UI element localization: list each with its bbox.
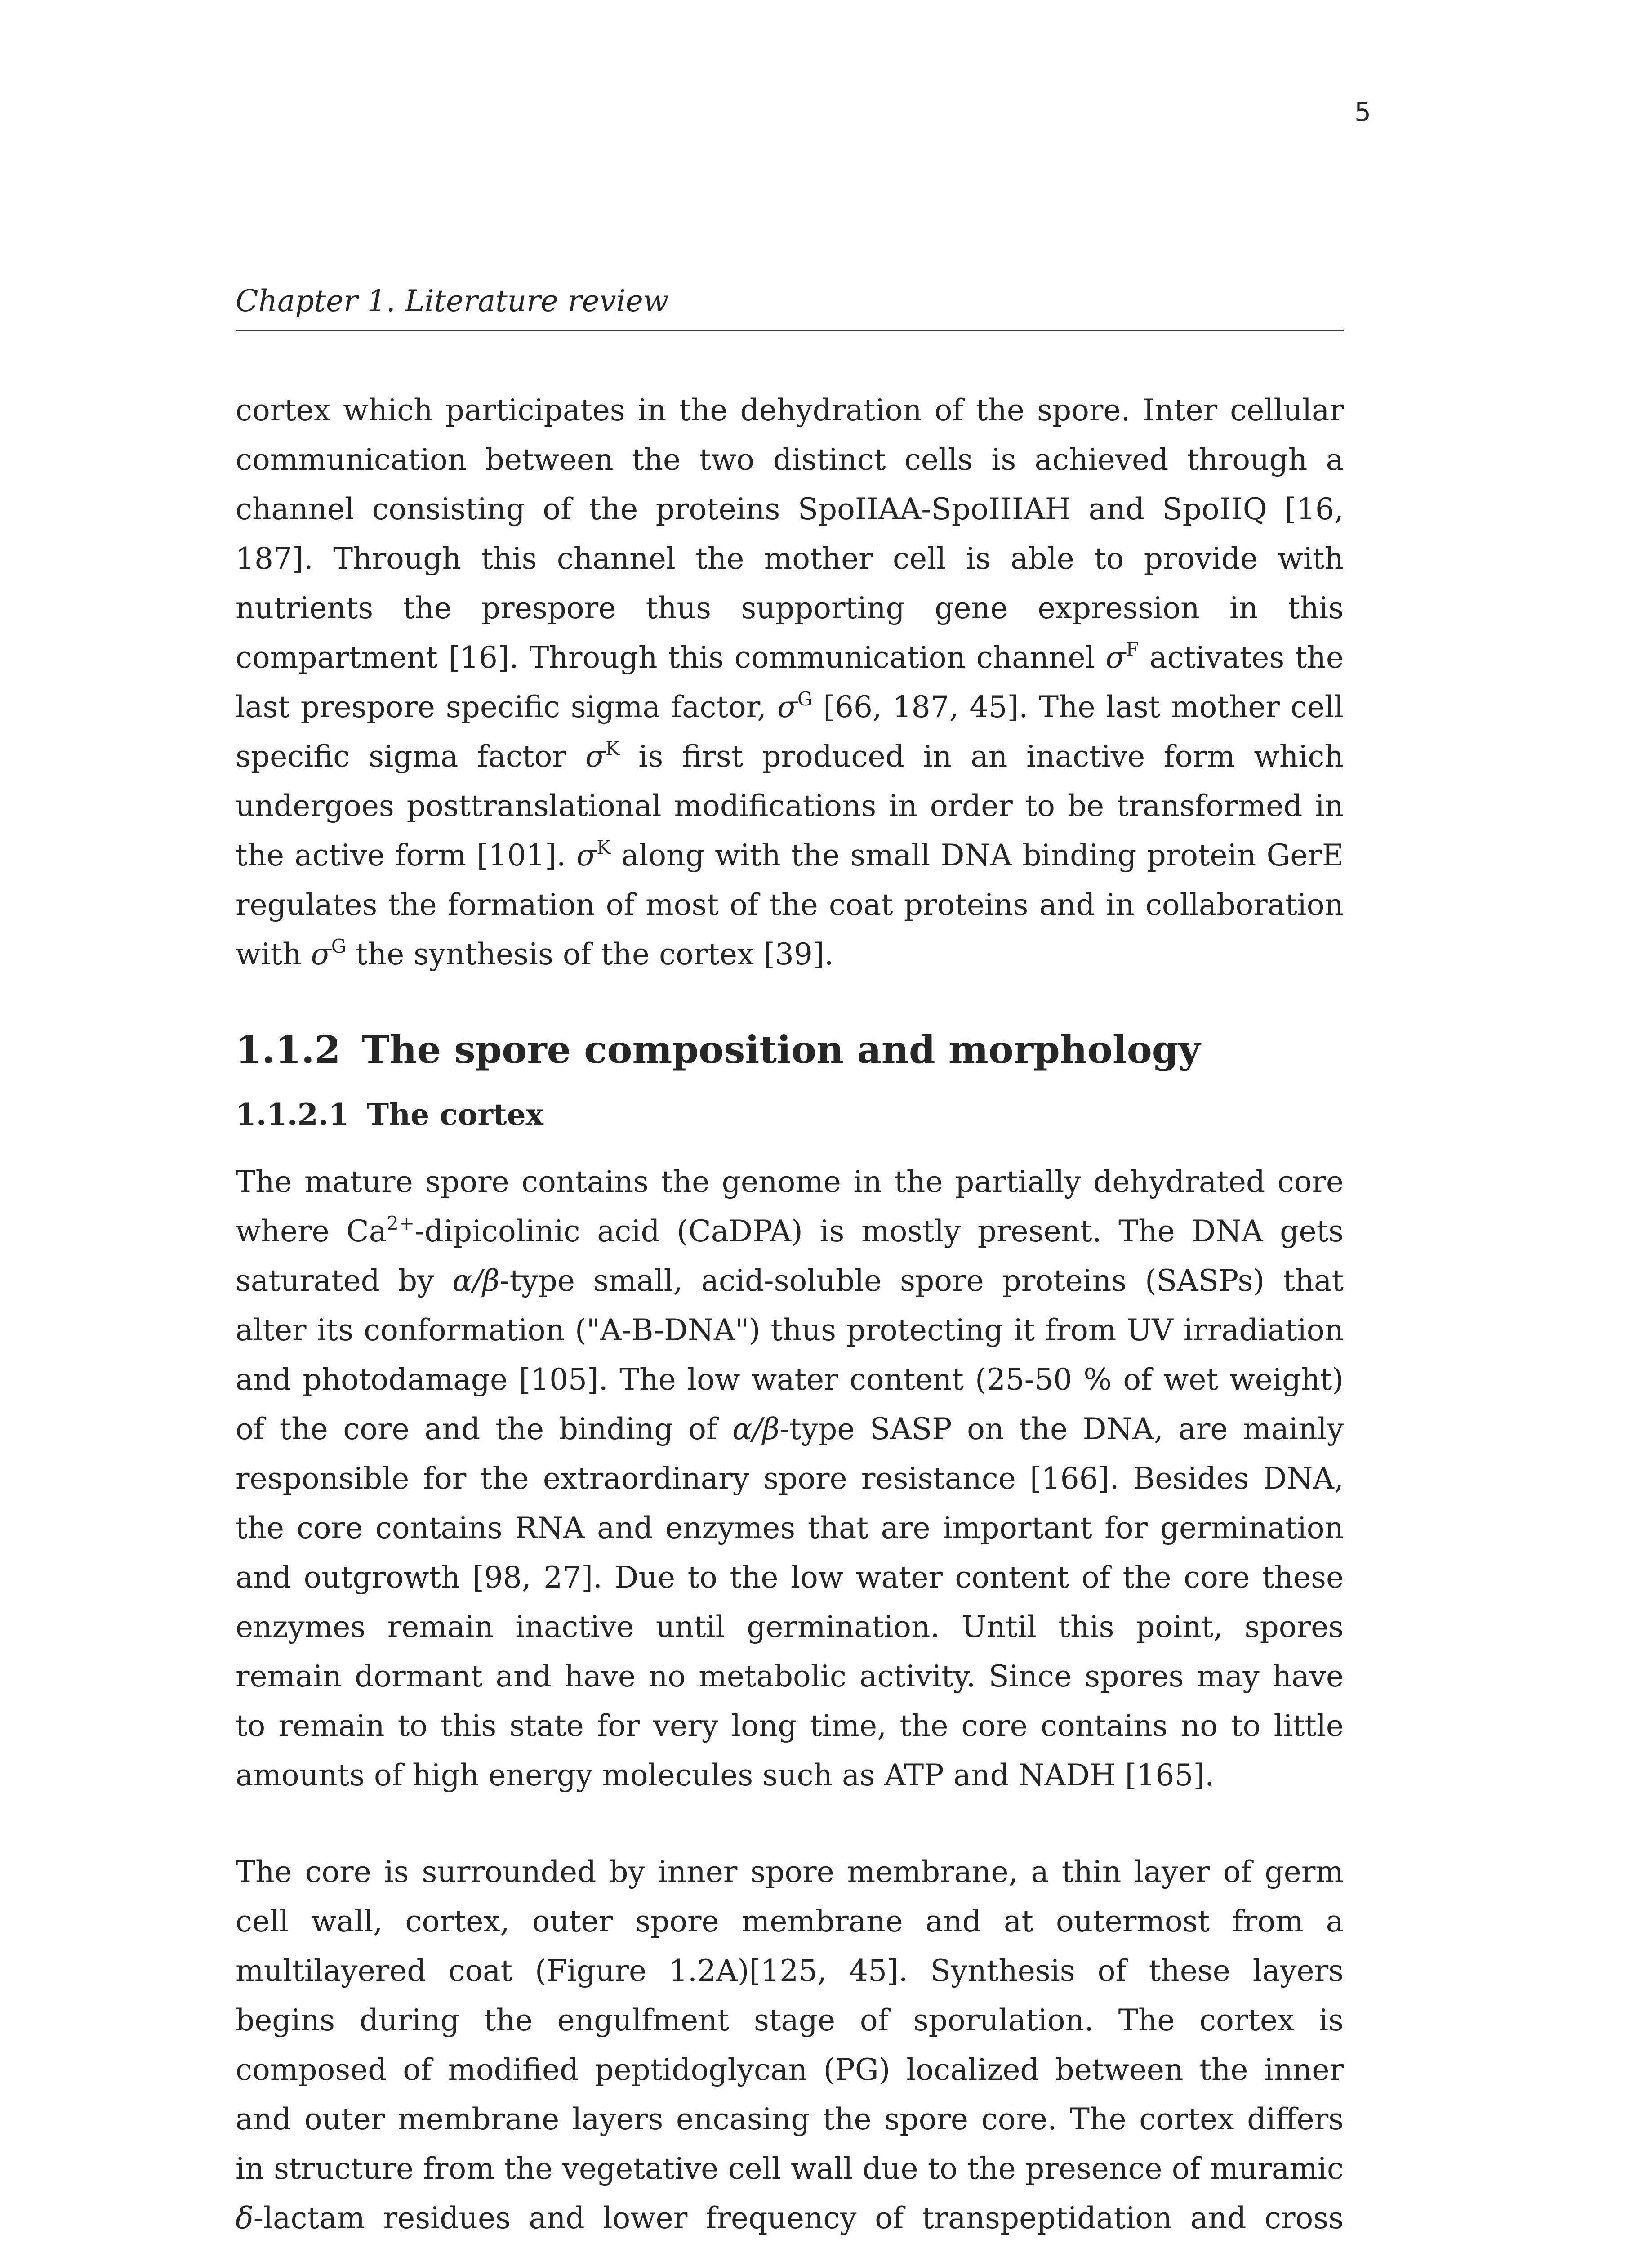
running-header: Chapter 1. Literature review <box>236 284 669 318</box>
superscript: G <box>331 935 347 957</box>
sigma-symbol: σ <box>311 937 331 972</box>
page-number: 5 <box>1354 97 1371 127</box>
paragraph-spore-core <box>236 1157 1344 1800</box>
text-run: The core is surrounded by inner spore membrane, a thin layer of germ cell wall, cortex, outer spore membrane and at outermost from a multilayered coat (Figure 1.2A)[125, 45]. Synthesis of these layers begins during the engulfment stage of sporulation. The cortex is composed of modified peptidoglycan (PG) localized between the inner and outer membrane layers encasing the spore core. The cortex differs in structure from the vegetative cell wall due to the presence of muramic <box>236 1855 1344 2186</box>
text-run: cortex which participates in the dehydration of the spore. Inter cellular communication between the two distinct cells is achieved through a channel consisting of the proteins SpoIIAA-SpoIIIAH and SpoIIQ [16, 187]. Through this channel the mother cell is able to provide with nutrients the prespore thus supporting gene expression in this compartment [16]. Through this communication channel <box>236 393 1344 675</box>
alpha-beta-symbol: α/β <box>452 1263 500 1298</box>
text-run: -type small, acid-soluble spore proteins (SASPs) that alter its conformation ("A-B-DNA") thus protecting it from UV irradiation and photodamage [105]. The low water content (25-50 % of wet weight) of the core and the binding of <box>236 1263 1344 1446</box>
paragraph-sporulation-channel <box>236 386 1344 979</box>
text-run: -dipicolinic acid (CaDPA) is mostly present. The DNA gets saturated by <box>236 1214 1344 1298</box>
text-run: activates the last prespore specific sigma factor, <box>236 640 1344 724</box>
text-run: -lactam residues and lower frequency of transpeptidation and cross <box>253 2201 1344 2235</box>
section-title: The spore composition and morphology <box>361 1027 1201 1072</box>
superscript: K <box>597 836 611 858</box>
page-body <box>236 386 1344 2248</box>
sigma-symbol: σ <box>777 690 797 724</box>
text-run: is first produced in an inactive form which undergoes posttranslational modifications in order to be transformed in the active form [101]. <box>236 739 1344 873</box>
text-run: [66, 187, 45]. The last mother cell specific sigma factor <box>236 690 1344 774</box>
superscript: K <box>605 737 620 759</box>
header-rule <box>236 330 1344 331</box>
subsection-title: The cortex <box>367 1097 543 1132</box>
paragraph-spore-layers <box>236 1847 1344 2248</box>
sigma-symbol: σ <box>576 838 597 873</box>
section-number: 1.1.2 <box>236 1027 341 1072</box>
section-heading <box>236 1025 1344 1075</box>
subsection-heading <box>236 1090 1344 1139</box>
text-run: the synthesis of the cortex [39]. <box>346 937 834 972</box>
alpha-beta-symbol: α/β <box>732 1412 779 1446</box>
sigma-symbol: σ <box>585 739 606 774</box>
sigma-symbol: σ <box>1105 640 1126 675</box>
superscript: G <box>797 688 813 710</box>
subsection-number: 1.1.2.1 <box>236 1097 349 1132</box>
superscript: 2+ <box>387 1212 415 1234</box>
superscript: F <box>1126 638 1139 660</box>
text-run: -type SASP on the DNA, are mainly responsible for the extraordinary spore resistance [166]. Besides DNA, the core contains RNA and enzymes that are important for germination and outgrowth [98, 27]. Due to the low water content of the core these enzymes remain inactive until germination. Until this point, spores remain dormant and have no metabolic activity. Since spores may have to remain to this state for very long time, the core contains no to little amounts of high energy molecules such as ATP and NADH [165]. <box>236 1412 1344 1793</box>
delta-symbol: δ <box>236 2201 254 2235</box>
text-run: along with the small DNA binding protein GerE regulates the formation of most of the coat proteins and in collaboration with <box>236 838 1344 972</box>
text-run: The mature spore contains the genome in the partially dehydrated core where Ca <box>236 1164 1344 1249</box>
